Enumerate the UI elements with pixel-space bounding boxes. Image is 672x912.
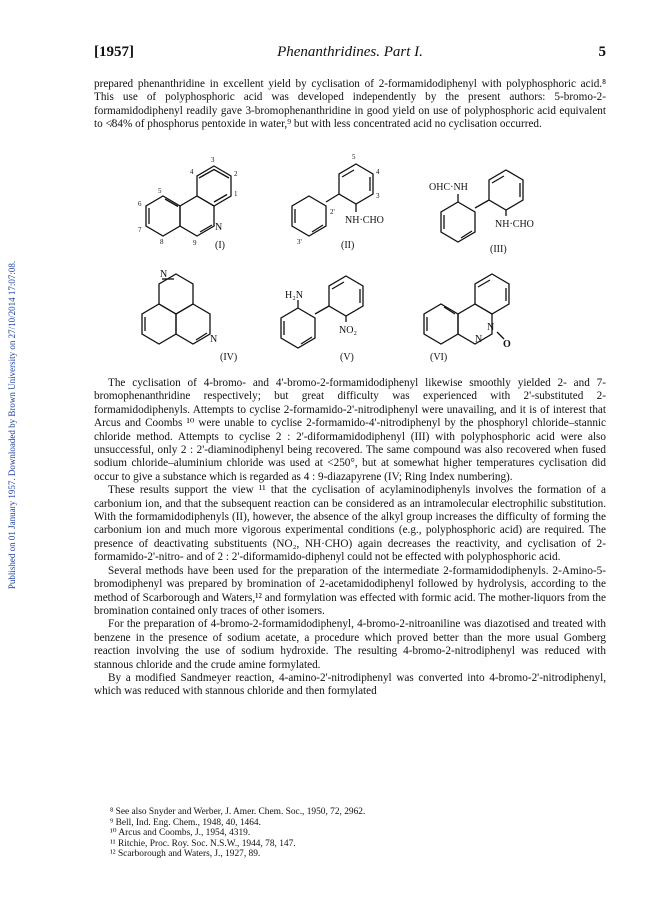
paragraph-5: By a modified Sandmeyer reaction, 4-amino-2'-nitrodiphenyl was converted into 4-bromo-2'-nitrodiphenyl, which was reduced with stannous chloride and then formylated xyxy=(94,671,606,698)
label-V: (V) xyxy=(340,352,354,363)
paragraph-4: For the preparation of 4-bromo-2-formamidodiphenyl, 4-bromo-2-nitroaniline was diazotised and treated with benzene in the presence of sodium acetate, a procedure which proved better than the more usual Gomberg reaction involving the use of sodium hydroxide. The resulting 4-bromo-2-nitrodiphenyl was reduced with stannous chloride and the crude amine formylated. xyxy=(94,618,606,671)
header-year: [1957] xyxy=(94,44,134,60)
atom-h2n-V: H₂N xyxy=(285,290,303,301)
footnote-12: ¹² Scarborough and Waters, J., 1927, 89. xyxy=(110,849,261,860)
structure-VI xyxy=(424,274,511,363)
num-5-II: 5 xyxy=(352,153,356,161)
paragraph-intro: prepared phenanthridine in excellent yield by cyclisation of 2-formamidodiphenyl with polyphosphoric acid.⁸ This use of polyphosphoric acid was developed independently by the present authors: 5-bromo-2-formamidodiphenyl readily gave 3-bromophenanthridine in good yield on use of polyphosphoric acid equivalent to ≮84% of phosphorus pentoxide in water,⁹ but with less concentrated acid no cyclisation occurred. xyxy=(94,78,606,131)
num-9: 9 xyxy=(193,239,197,247)
structure-II xyxy=(292,153,384,251)
atom-n-VI-b: N xyxy=(487,322,495,333)
structure-IV xyxy=(142,269,237,363)
structure-III xyxy=(429,170,534,255)
footnote-8: ⁸ See also Snyder and Werber, J. Amer. Chem. Soc., 1950, 72, 2962. xyxy=(110,807,366,817)
footnote-11: ¹¹ Ritchie, Proc. Roy. Soc. N.S.W., 1944, 78, 147. xyxy=(110,838,296,849)
structure-V xyxy=(281,276,363,363)
num-3: 3 xyxy=(211,156,215,164)
running-header xyxy=(94,44,606,64)
atom-nh-cho-III: NH·CHO xyxy=(495,219,534,230)
num-6: 6 xyxy=(138,200,142,208)
page-number: 5 xyxy=(598,44,606,60)
num-4-II: 4 xyxy=(376,168,380,176)
paragraph-2: These results support the view ¹¹ that the cyclisation of acylaminodiphenyls involves the formation of a carbonium ion, and that the subsequent reaction can be considered as an intramolecular electrophilic substitution. With the formamidodiphenyls (II), however, the absence of the alkyl group increases the difficulty of forming the carbonium ion and much more vigorous experimental conditions (e.g., polyphosphoric acid) are required. The presence of deactivating substituents (NO₂, NH·CHO) again decreases the reactivity, and cyclisation of 2-formamido-2'-nitro- and of 2 : 2'-diformamido-diphenyl could not be effected with polyphosphoric acid. xyxy=(94,484,606,564)
label-I: (I) xyxy=(215,240,225,251)
num-8: 8 xyxy=(160,238,164,246)
num-3p-II: 3' xyxy=(297,238,302,246)
num-3-II: 3 xyxy=(376,192,380,200)
atom-nh-cho-II: NH·CHO xyxy=(345,215,384,226)
atom-no2-V: NO₂ xyxy=(339,325,357,336)
body-text xyxy=(94,377,606,699)
label-VI: (VI) xyxy=(430,352,448,363)
footnotes xyxy=(110,807,590,860)
structures-figure xyxy=(94,150,606,368)
atom-n-I: N xyxy=(215,222,223,233)
num-2: 2 xyxy=(234,170,238,178)
label-II: (II) xyxy=(341,240,355,251)
paragraph-3: Several methods have been used for the preparation of the intermediate 2-formamidodiphenyls. 2-Amino-5-bromodiphenyl was prepared by bromination of 2-acetamidodiphenyl followed by hydrolysis, according to the method of Scarborough and Waters,¹² and formylation was effected with formic acid. The mother-liquors from the bromination contained only traces of other isomers. xyxy=(94,564,606,617)
header-title: Phenanthridines. Part I. xyxy=(277,44,423,60)
footnote-10: ¹⁰ Arcus and Coombs, J., 1954, 4319. xyxy=(110,828,251,839)
atom-o-VI: O xyxy=(503,339,511,350)
structure-I xyxy=(138,156,238,251)
num-2p-II: 2' xyxy=(330,208,335,216)
label-IV: (IV) xyxy=(220,352,238,363)
atom-n-IV-a: N xyxy=(160,269,168,280)
num-7: 7 xyxy=(138,226,142,234)
footnote-9: ⁹ Bell, Ind. Eng. Chem., 1948, 40, 1464. xyxy=(110,817,261,828)
paragraph-1: The cyclisation of 4-bromo- and 4'-bromo-2-formamidodiphenyl likewise smoothly yielded 2- and 7-bromophenanthridine respectively; but great difficulty was experienced with 2'-substituted 2-formamidodiphenyls. Attempts to cyclise 2-formamido-2'-nitrodiphenyl were unavailing, and it is of interest that Arcus and Coombs ¹⁰ were unable to cyclise 2-formamido-4'-nitrodiphenyl by the phosphoryl chloride–stannic chloride method. Attempts to cyclise 2 : 2'-diformamidodiphenyl (III) with polyphosphoric acid were also unsuccessful, only 2 : 2'-diaminodiphenyl being recovered. The same compound was also recovered when fused sodium chloride–aluminium chloride was used at <250°, but at somewhat higher temperatures cyclisation did occur to give a substance which is regarded as 4 : 9-diazapyrene (IV; Ring Index numbering). xyxy=(94,377,606,483)
atom-n-IV-b: N xyxy=(210,334,218,345)
atom-n-VI-a: N xyxy=(475,334,483,345)
num-1: 1 xyxy=(234,190,238,198)
intro-paragraph xyxy=(94,78,606,132)
atom-ohc-nh-III: OHC·NH xyxy=(429,182,468,193)
download-watermark: Published on 01 January 1957. Downloaded by Brown University on 27/10/2014 17:07:08. xyxy=(7,260,17,590)
num-4: 4 xyxy=(190,168,194,176)
label-III: (III) xyxy=(490,244,507,255)
num-5: 5 xyxy=(158,187,162,195)
